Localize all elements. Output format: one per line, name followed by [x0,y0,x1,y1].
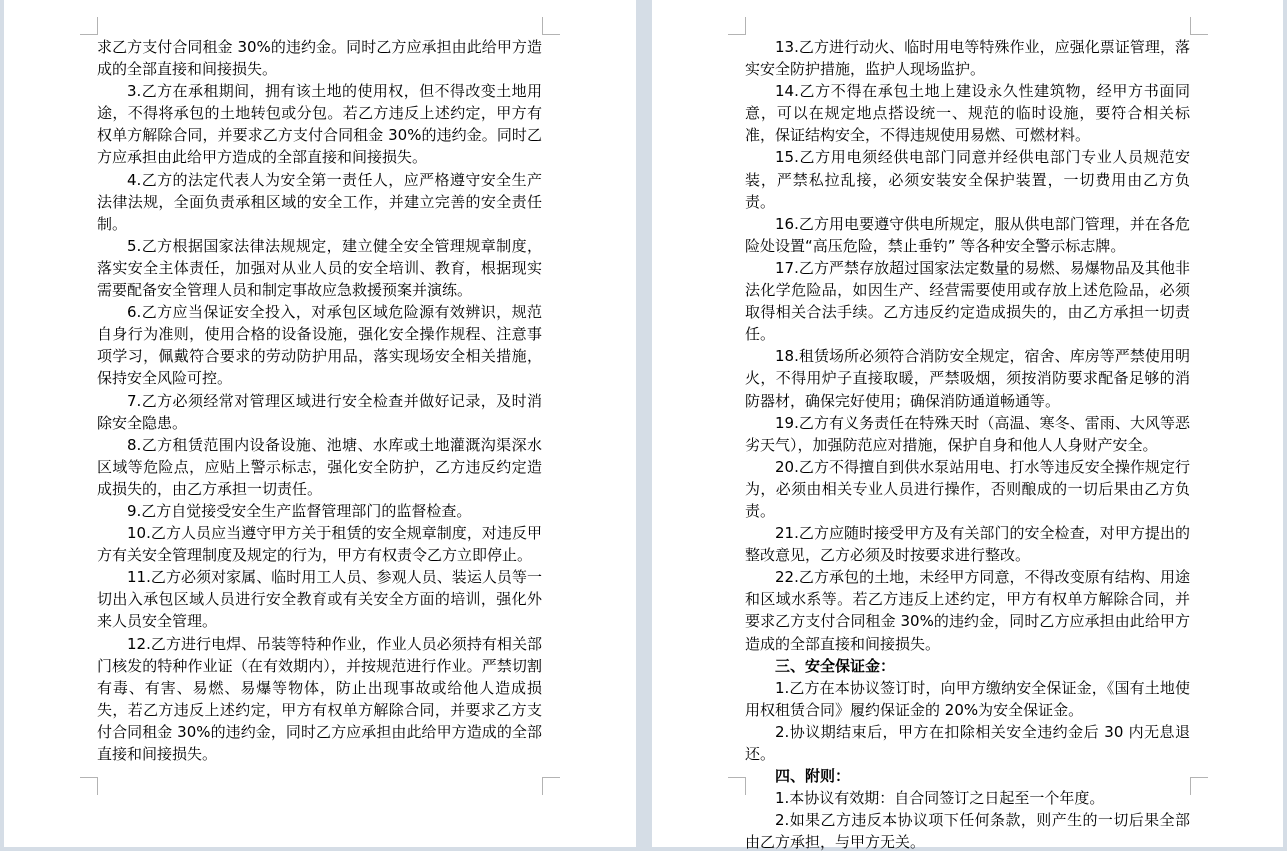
paragraph-item-19[interactable]: 19.乙方有义务责任在特殊天时（高温、寒冬、雷雨、大风等恶劣天气），加强防范应对措施，保护自身和他人人身财产安全。 [745,413,1190,454]
paragraph-deposit-1[interactable]: 1.乙方在本协议签订时，向甲方缴纳安全保证金，《国有土地使用权租赁合同》履约保证金的 20%为安全保证金。 [745,678,1190,719]
section-heading-security-deposit[interactable]: 三、安全保证金： [775,656,896,675]
section-heading-supplementary[interactable]: 四、附则： [775,767,851,786]
page-text-area-left[interactable] [97,36,542,765]
paragraph-continuation[interactable]: 求乙方支付合同租金 30%的违约金。同时乙方应承担由此给甲方造成的全部直接和间接损失。 [97,38,542,79]
paragraph-item-21[interactable]: 21.乙方应随时接受甲方及有关部门的安全检查，对甲方提出的整改意见，乙方必须及时按要求进行整改。 [745,524,1190,565]
paragraph-supplementary-2[interactable]: 2.如果乙方违反本协议项下任何条款，则产生的一切后果全部由乙方承担，与甲方无关。 [745,811,1190,851]
crop-mark-top-right [1190,17,1208,35]
crop-mark-top-left [728,17,746,35]
paragraph-supplementary-1[interactable]: 1.本协议有效期：自合同签订之日起至一个年度。 [775,789,1105,808]
paragraph-item-3[interactable]: 3.乙方在承租期间，拥有该土地的使用权，但不得改变土地用途，不得将承包的土地转包或分包。若乙方违反上述约定，甲方有权单方解除合同，并要求乙方支付合同租金 30%的违约金。同时乙方应承担由此给甲方造成的全部直接和间接损失。 [97,82,542,167]
crop-mark-bottom-left [728,777,746,795]
paragraph-item-10[interactable]: 10.乙方人员应当遵守甲方关于租赁的安全规章制度，对违反甲方有关安全管理制度及规定的行为，甲方有权责令乙方立即停止。 [97,524,542,565]
paragraph-item-17[interactable]: 17.乙方严禁存放超过国家法定数量的易燃、易爆物品及其他非法化学危险品，如因生产、经营需要使用或存放上述危险品，必须取得相关合法手续。乙方违反约定造成损失的，由乙方承担一切责任。 [745,258,1190,344]
paragraph-item-13[interactable]: 13.乙方进行动火、临时用电等特殊作业，应强化票证管理，落实安全防护措施，监护人现场监护。 [745,38,1190,79]
paragraph-item-22[interactable]: 22.乙方承包的土地，未经甲方同意，不得改变原有结构、用途和区域水系等。若乙方违反上述约定，甲方有权单方解除合同，并要求乙方支付合同租金 30%的违约金，同时乙方应承担由此给甲方造成的全部直接和间接损失。 [745,568,1190,653]
paragraph-item-9[interactable]: 9.乙方自觉接受安全生产监督管理部门的监督检查。 [127,501,472,520]
paragraph-item-12[interactable]: 12.乙方进行电焊、吊装等特种作业，作业人员必须持有相关部门核发的特种作业证（在有效期内），并按规范进行作业。严禁切割有毒、有害、易燃、易爆等物体，防止出现事故或给他人造成损失，若乙方违反上述约定，甲方有权单方解除合同，并要求乙方支付合同租金 30%的违约金，同时乙方应承担由此给甲方造成的全部直接和间接损失。 [97,634,542,763]
document-page-left [4,0,636,847]
crop-mark-top-left [80,17,98,35]
crop-mark-top-right [542,17,560,35]
paragraph-item-6[interactable]: 6.乙方应当保证安全投入，对承包区域危险源有效辨识，规范自身行为准则，使用合格的设备设施，强化安全操作规程、注意事项学习，佩戴符合要求的劳动防护用品，落实现场安全相关措施，保持安全风险可控。 [97,303,542,388]
document-page-right [652,0,1283,851]
paragraph-item-7[interactable]: 7.乙方必须经常对管理区域进行安全检查并做好记录，及时消除安全隐患。 [97,391,542,432]
crop-mark-bottom-left [80,777,98,795]
paragraph-item-4[interactable]: 4.乙方的法定代表人为安全第一责任人，应严格遵守安全生产法律法规，全面负责承租区域的安全工作，并建立完善的安全责任制。 [97,170,542,233]
page-text-area-right[interactable] [745,36,1190,851]
paragraph-deposit-2[interactable]: 2.协议期结束后，甲方在扣除相关安全违约金后 30 内无息退还。 [745,722,1190,763]
paragraph-item-5[interactable]: 5.乙方根据国家法律法规规定，建立健全安全管理规章制度，落实安全主体责任，加强对从业人员的安全培训、教育，根据现实需要配备安全管理人员和制定事故应急救援预案并演练。 [97,236,542,300]
crop-mark-bottom-right [542,777,560,795]
crop-mark-bottom-right [1190,777,1208,795]
paragraph-item-16[interactable]: 16.乙方用电要遵守供电所规定，服从供电部门管理，并在各危险处设置“高压危险，禁止垂钓” 等各种安全警示标志牌。 [745,214,1190,255]
paragraph-item-8[interactable]: 8.乙方租赁范围内设备设施、池塘、水库或土地灌溉沟渠深水区域等危险点，应贴上警示标志，强化安全防护，乙方违反约定造成损失的，由乙方承担一切责任。 [97,435,542,498]
paragraph-item-15[interactable]: 15.乙方用电须经供电部门同意并经供电部门专业人员规范安装，严禁私拉乱接，必须安装安全保护装置，一切费用由乙方负责。 [745,148,1190,211]
paragraph-item-11[interactable]: 11.乙方必须对家属、临时用工人员、参观人员、装运人员等一切出入承包区域人员进行安全教育或有关安全方面的培训，强化外来人员安全管理。 [97,568,542,631]
paragraph-item-14[interactable]: 14.乙方不得在承包土地上建设永久性建筑物，经甲方书面同意，可以在规定地点搭设统一、规范的临时设施，要符合相关标准，保证结构安全，不得违规使用易燃、可燃材料。 [745,82,1190,145]
paragraph-item-18[interactable]: 18.租赁场所必须符合消防安全规定，宿舍、库房等严禁使用明火，不得用炉子直接取暖，严禁吸烟，须按消防要求配备足够的消防器材，确保完好使用；确保消防通道畅通等。 [745,347,1190,410]
paragraph-item-20[interactable]: 20.乙方不得擅自到供水泵站用电、打水等违反安全操作规定行为，必须由相关专业人员进行操作，否则酿成的一切后果由乙方负责。 [745,457,1190,520]
